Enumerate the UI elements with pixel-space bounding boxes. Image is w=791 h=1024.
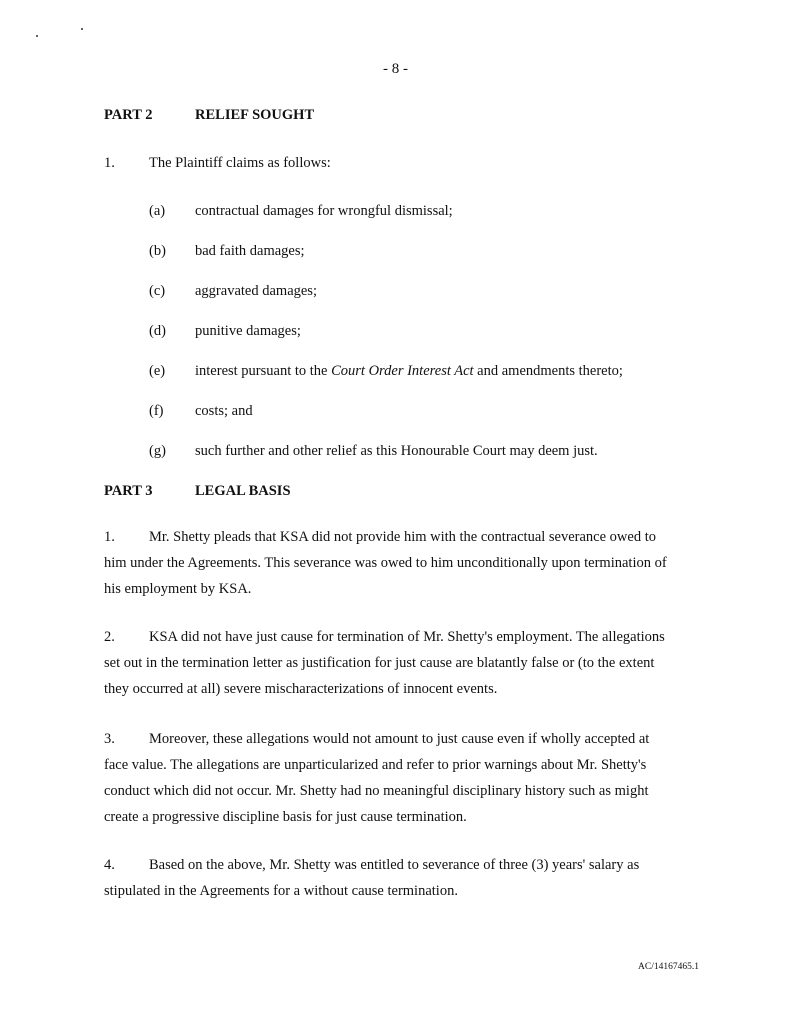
claim-letter: (g) <box>149 443 166 459</box>
scan-speck <box>36 35 38 37</box>
statute-name: Court Order Interest Act <box>331 363 474 379</box>
claim-letter: (a) <box>149 203 166 219</box>
paragraph-number: 4. <box>104 857 115 873</box>
claim-text: contractual damages for wrongful dismissal; <box>195 203 453 219</box>
part2-label: PART 2 <box>104 107 153 123</box>
paragraph-line: his employment by KSA. <box>104 581 252 597</box>
part2-item-number: 1. <box>104 155 115 171</box>
paragraph-line: Mr. Shetty pleads that KSA did not provide him with the contractual severance owed to <box>149 529 656 545</box>
claim-text: aggravated damages; <box>195 283 317 299</box>
claim-letter: (d) <box>149 323 166 339</box>
scan-speck <box>81 28 83 30</box>
paragraph-line: Moreover, these allegations would not amount to just cause even if wholly accepted at <box>149 731 650 747</box>
paragraph-line: Based on the above, Mr. Shetty was entitled to severance of three (3) years' salary as <box>149 857 640 873</box>
paragraph-number: 1. <box>104 529 115 545</box>
page-number: - 8 - <box>383 61 408 77</box>
paragraph-line: stipulated in the Agreements for a without cause termination. <box>104 883 458 899</box>
paragraph-line: him under the Agreements. This severance was owed to him unconditionally upon termination of <box>104 555 667 571</box>
paragraph-line: conduct which did not occur. Mr. Shetty had no meaningful disciplinary history such as might <box>104 783 649 799</box>
claim-text <box>195 363 623 380</box>
paragraph-number: 3. <box>104 731 115 747</box>
paragraph-number: 2. <box>104 629 115 645</box>
paragraph-line: KSA did not have just cause for termination of Mr. Shetty's employment. The allegations <box>149 629 665 645</box>
part3-label: PART 3 <box>104 483 153 499</box>
paragraph-line: they occurred at all) severe mischaracterizations of innocent events. <box>104 681 498 697</box>
claim-letter: (f) <box>149 403 164 419</box>
claim-text: such further and other relief as this Honourable Court may deem just. <box>195 443 598 459</box>
claim-text-before: interest pursuant to the <box>195 363 332 379</box>
claim-letter: (c) <box>149 283 166 299</box>
claim-text: costs; and <box>195 403 253 419</box>
claim-text: punitive damages; <box>195 323 301 339</box>
paragraph-line: face value. The allegations are unparticularized and refer to prior warnings about Mr. Shetty's <box>104 757 647 773</box>
claim-letter: (b) <box>149 243 166 259</box>
claim-text-after: and amendments thereto; <box>473 363 623 379</box>
part2-intro: The Plaintiff claims as follows: <box>149 155 331 171</box>
claim-text: bad faith damages; <box>195 243 305 259</box>
part2-title: RELIEF SOUGHT <box>195 107 315 123</box>
part3-title: LEGAL BASIS <box>195 483 291 499</box>
paragraph-line: set out in the termination letter as justification for just cause are blatantly false or (to the extent <box>104 655 655 671</box>
claim-letter: (e) <box>149 363 166 379</box>
document-id: AC/14167465.1 <box>638 962 699 972</box>
paragraph-line: create a progressive discipline basis for just cause termination. <box>104 809 467 825</box>
